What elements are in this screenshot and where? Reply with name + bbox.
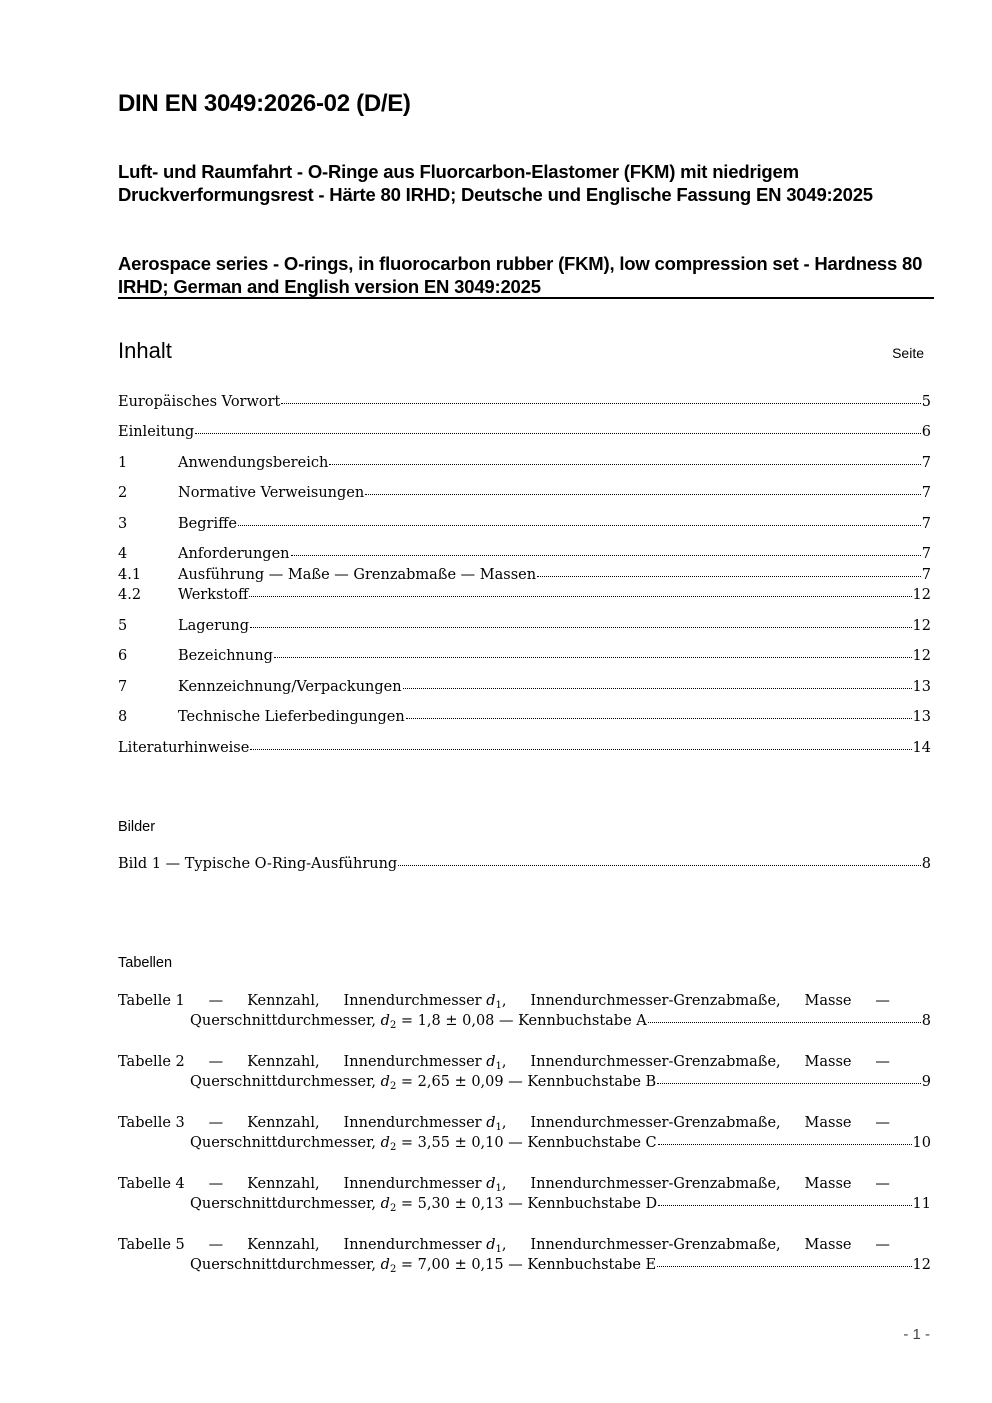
toc-entry-material[interactable] xyxy=(118,587,931,607)
toc-entry-text: Anwendungsbereich xyxy=(178,455,329,471)
toc-leader xyxy=(403,688,912,689)
figures-heading: Bilder xyxy=(118,819,156,835)
toc-entry-number: 4 xyxy=(118,546,128,562)
table-dash: — xyxy=(875,1237,890,1253)
tables-heading: Tabellen xyxy=(118,955,173,971)
page-number: - 1 - xyxy=(903,1326,930,1343)
toc-entry-text: Ausführung — Maße — Grenzabmaße — Massen xyxy=(178,567,537,583)
table-dash: — xyxy=(208,1237,224,1253)
table-entry-page: 11 xyxy=(912,1196,931,1212)
table-entry-5[interactable] xyxy=(118,1237,931,1277)
toc-leader xyxy=(658,1144,912,1145)
figure-entry-text: Bild 1 — Typische O-Ring-Ausführung xyxy=(118,856,398,872)
toc-leader xyxy=(281,403,920,404)
toc-entry-page: 12 xyxy=(912,618,931,634)
table-label: Tabelle 4 xyxy=(118,1176,185,1192)
toc-entry-page: 12 xyxy=(912,587,931,603)
toc-entry-page: 13 xyxy=(912,709,931,725)
title-german: Luft- und Raumfahrt - O-Ringe aus Fluorcarbon-Elastomer (FKM) mit niedrigem Druckverformungsrest - Härte 80 IRHD; Deutsche und Englische Fassung EN 3049:2025 xyxy=(118,161,873,205)
table-label: Tabelle 5 xyxy=(118,1237,185,1253)
document-id: DIN EN 3049:2026-02 (D/E) xyxy=(118,90,411,117)
table-caption-cont: Querschnittdurchmesser, $d_2 = 7,00 \pm 0,15$ — Kennbuchstabe E xyxy=(190,1257,657,1275)
table-dash: — xyxy=(208,993,224,1009)
table-entry-page: 8 xyxy=(921,1013,931,1029)
table-word: Innendurchmesser-Grenzabmaße, xyxy=(530,1237,781,1253)
title-divider xyxy=(118,297,934,299)
table-entry-3[interactable] xyxy=(118,1115,931,1155)
table-dash: — xyxy=(208,1054,224,1070)
table-dash: — xyxy=(208,1176,224,1192)
toc-entry-text: Technische Lieferbedingungen xyxy=(178,709,405,725)
table-word: Innendurchmesser $d_1$, xyxy=(343,1054,507,1072)
toc-entry-normative-references[interactable] xyxy=(118,485,931,505)
toc-leader xyxy=(250,749,911,750)
toc-page-label: Seite xyxy=(892,345,924,361)
toc-entry-page: 7 xyxy=(921,485,931,501)
table-dash: — xyxy=(208,1115,224,1131)
toc-entry-page: 7 xyxy=(921,455,931,471)
toc-leader xyxy=(648,1022,921,1023)
table-word: Innendurchmesser-Grenzabmaße, xyxy=(530,1054,781,1070)
table-word: Kennzahl, xyxy=(247,1176,320,1192)
table-dash: — xyxy=(875,1115,890,1131)
toc-entry-page: 5 xyxy=(921,394,931,410)
toc-entry-number: 7 xyxy=(118,679,128,695)
toc-entry-storage[interactable] xyxy=(118,618,931,638)
toc-leader xyxy=(657,1266,911,1267)
table-word: Innendurchmesser $d_1$, xyxy=(343,993,507,1011)
toc-leader xyxy=(249,596,911,597)
table-caption-cont: Querschnittdurchmesser, $d_2 = 1,8 \pm 0,08$ — Kennbuchstabe A xyxy=(190,1013,647,1031)
table-word: Masse xyxy=(804,1054,852,1070)
table-word: Kennzahl, xyxy=(247,993,320,1009)
toc-entry-requirements[interactable] xyxy=(118,546,931,566)
toc-leader xyxy=(365,494,921,495)
toc-entry-terms[interactable] xyxy=(118,516,931,536)
toc-leader xyxy=(195,433,921,434)
figure-entry-page: 8 xyxy=(921,856,931,872)
toc-entry-marking[interactable] xyxy=(118,679,931,699)
table-dash: — xyxy=(875,993,890,1009)
toc-leader xyxy=(329,464,920,465)
toc-entry-page: 7 xyxy=(921,567,931,583)
toc-entry-text: Lagerung xyxy=(178,618,250,634)
table-label: Tabelle 2 xyxy=(118,1054,185,1070)
table-word: Innendurchmesser-Grenzabmaße, xyxy=(530,993,781,1009)
table-word: Masse xyxy=(804,1115,852,1131)
table-entry-page: 9 xyxy=(921,1074,931,1090)
toc-entry-text: Literaturhinweise xyxy=(118,740,250,756)
table-word: Masse xyxy=(804,993,852,1009)
table-entry-1[interactable] xyxy=(118,993,931,1033)
toc-entry-text: Kennzeichnung/Verpackungen xyxy=(178,679,402,695)
toc-entry-text: Einleitung xyxy=(118,424,195,440)
table-label: Tabelle 3 xyxy=(118,1115,185,1131)
table-word: Innendurchmesser $d_1$, xyxy=(343,1237,507,1255)
table-label: Tabelle 1 xyxy=(118,993,185,1009)
table-word: Kennzahl, xyxy=(247,1054,320,1070)
table-caption-cont: Querschnittdurchmesser, $d_2 = 3,55 \pm 0,10$ — Kennbuchstabe C xyxy=(190,1135,657,1153)
table-word: Masse xyxy=(804,1237,852,1253)
toc-entry-page: 14 xyxy=(912,740,931,756)
toc-entry-text: Bezeichnung xyxy=(178,648,273,664)
toc-leader xyxy=(250,627,912,628)
table-caption-cont: Querschnittdurchmesser, $d_2 = 5,30 \pm 0,13$ — Kennbuchstabe D xyxy=(190,1196,658,1214)
table-caption-cont: Querschnittdurchmesser, $d_2 = 2,65 \pm 0,09$ — Kennbuchstabe B xyxy=(190,1074,657,1092)
toc-entry-text: Normative Verweisungen xyxy=(178,485,365,501)
table-entry-page: 10 xyxy=(912,1135,931,1151)
table-word: Innendurchmesser $d_1$, xyxy=(343,1115,507,1133)
toc-entry-number: 6 xyxy=(118,648,128,664)
toc-heading: Inhalt xyxy=(118,338,172,363)
toc-leader xyxy=(274,657,912,658)
toc-leader xyxy=(658,1205,911,1206)
toc-entry-bibliography[interactable] xyxy=(118,740,931,760)
toc-entry-number: 5 xyxy=(118,618,128,634)
figure-entry[interactable] xyxy=(118,856,931,876)
toc-entry-foreword[interactable] xyxy=(118,394,931,414)
toc-entry-page: 7 xyxy=(921,546,931,562)
toc-entry-designation[interactable] xyxy=(118,648,931,668)
toc-entry-number: 4.1 xyxy=(118,567,142,583)
toc-entry-number: 2 xyxy=(118,485,128,501)
toc-leader xyxy=(398,865,921,866)
toc-entry-text: Begriffe xyxy=(178,516,237,532)
toc-entry-number: 8 xyxy=(118,709,128,725)
table-entry-4[interactable] xyxy=(118,1176,931,1216)
table-entry-page: 12 xyxy=(912,1257,931,1273)
table-word: Innendurchmesser $d_1$, xyxy=(343,1176,507,1194)
toc-entry-page: 7 xyxy=(921,516,931,532)
toc-entry-text: Werkstoff xyxy=(178,587,249,603)
toc-leader xyxy=(406,718,912,719)
toc-entry-text: Europäisches Vorwort xyxy=(118,394,281,410)
toc-leader xyxy=(537,576,921,577)
toc-entry-delivery-conditions[interactable] xyxy=(118,709,931,729)
table-dash: — xyxy=(875,1176,890,1192)
toc-entry-page: 12 xyxy=(912,648,931,664)
toc-entry-number: 3 xyxy=(118,516,128,532)
table-dash: — xyxy=(875,1054,890,1070)
toc-entry-number: 4.2 xyxy=(118,587,142,603)
toc-leader xyxy=(291,555,921,556)
toc-entry-introduction[interactable] xyxy=(118,424,931,444)
table-word: Kennzahl, xyxy=(247,1237,320,1253)
table-word: Kennzahl, xyxy=(247,1115,320,1131)
toc-entry-page: 6 xyxy=(921,424,931,440)
toc-entry-number: 1 xyxy=(118,455,128,471)
table-word: Innendurchmesser-Grenzabmaße, xyxy=(530,1176,781,1192)
toc-entry-scope[interactable] xyxy=(118,455,931,475)
table-word: Innendurchmesser-Grenzabmaße, xyxy=(530,1115,781,1131)
table-word: Masse xyxy=(804,1176,852,1192)
toc-leader xyxy=(238,525,921,526)
toc-entry-text: Anforderungen xyxy=(178,546,290,562)
toc-entry-page: 13 xyxy=(912,679,931,695)
table-entry-2[interactable] xyxy=(118,1054,931,1094)
title-english: Aerospace series - O-rings, in fluorocarbon rubber (FKM), low compression set - Hardness 80 IRHD; German and English version EN 3049:2025 xyxy=(118,253,923,297)
toc-leader xyxy=(657,1083,921,1084)
toc-entry-design[interactable] xyxy=(118,567,931,587)
